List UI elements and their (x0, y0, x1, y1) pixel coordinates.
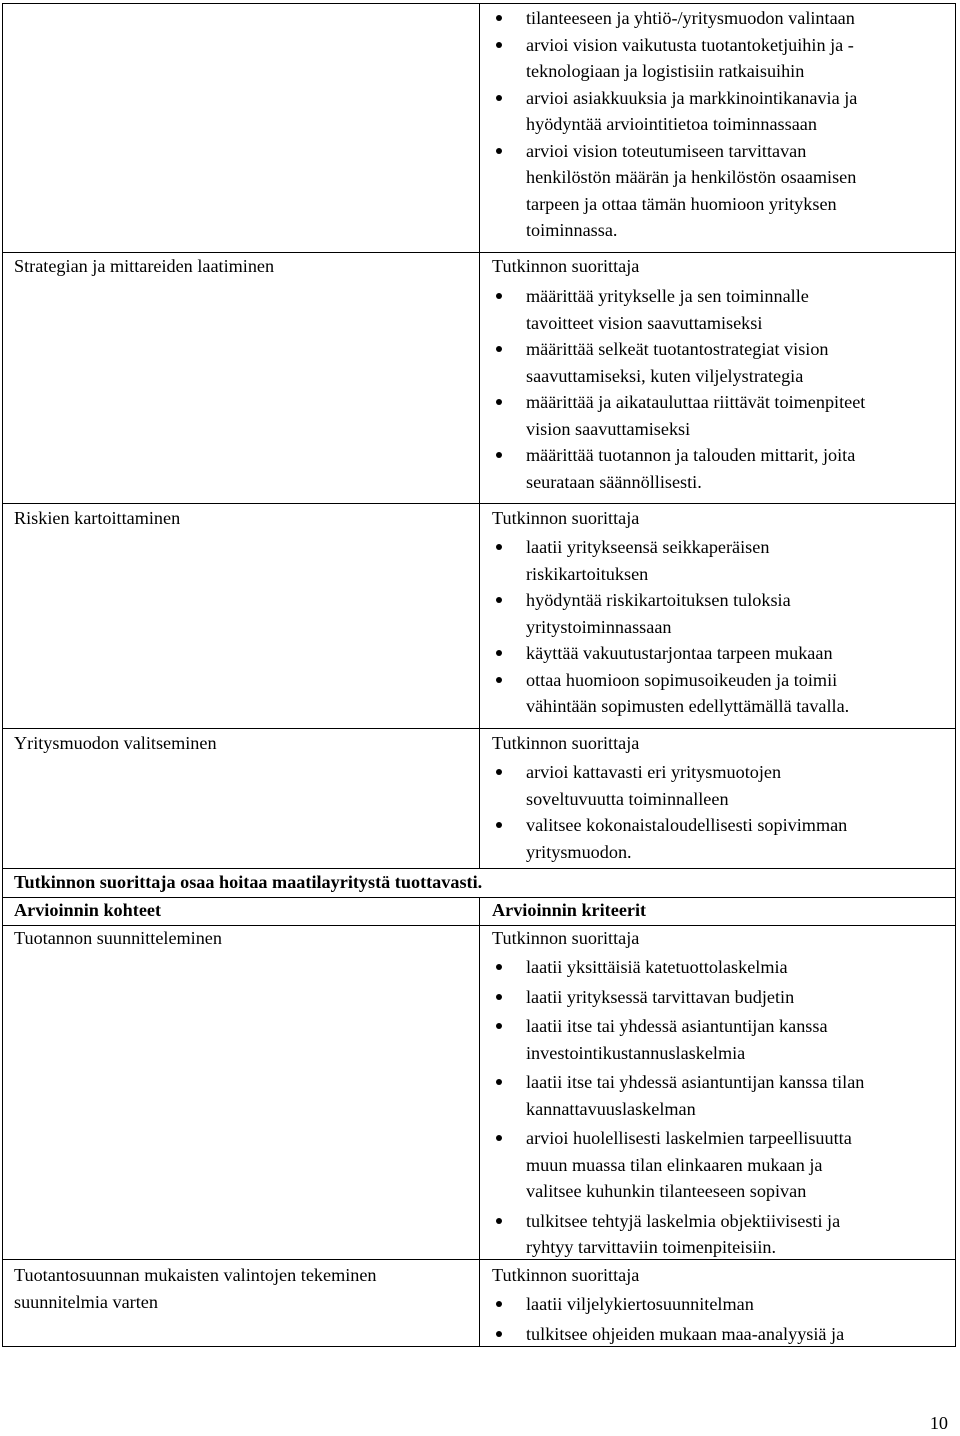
criteria-item: määrittää ja aikatauluttaa riittävät toimenpiteet vision saavuttamiseksi (492, 389, 865, 442)
criteria-item: laatii yrityksessä tarvittavan budjetin (492, 984, 864, 1011)
column-header-targets: Arvioinnin kohteet (14, 900, 162, 920)
assessment-target: Riskien kartoittaminen (14, 508, 181, 528)
criteria-table (2, 3, 956, 1347)
column-divider (479, 3, 480, 869)
criteria-item: laatii itse tai yhdessä asiantuntijan kanssa investointikustannuslaskelmia (492, 1013, 864, 1066)
criteria-item: määrittää selkeät tuotantostrategiat vision saavuttamiseksi, kuten viljelystrategia (492, 336, 865, 389)
criteria-item: valitsee kokonaistaloudellisesti sopivimman yritysmuodon. (492, 812, 847, 865)
criteria-intro: Tutkinnon suorittaja (492, 508, 640, 528)
criteria-item: arvioi vision vaikutusta tuotantoketjuihin ja - teknologiaan ja logistisiin ratkaisuihin (492, 32, 857, 85)
criteria-intro: Tutkinnon suorittaja (492, 928, 640, 948)
criteria-item: tulkitsee ohjeiden mukaan maa-analyysiä ja (492, 1321, 844, 1348)
criteria-item: arvioi huolellisesti laskelmien tarpeellisuutta muun muassa tilan elinkaaren mukaan ja valitsee kuhunkin tilanteeseen sopivan (492, 1125, 864, 1205)
page-number: 10 (929, 1413, 948, 1433)
assessment-target: Tuotantosuunnan mukaisten valintojen tekeminen suunnitelmia varten (14, 1265, 377, 1312)
column-divider (479, 897, 480, 1347)
criteria-item: laatii yritykseensä seikkaperäisen riskikartoituksen (492, 534, 849, 587)
criteria-item: hyödyntää riskikartoituksen tuloksia yritystoiminnassaan (492, 587, 849, 640)
criteria-list (492, 759, 847, 865)
criteria-list (492, 534, 849, 720)
criteria-list (492, 1291, 844, 1347)
criteria-intro: Tutkinnon suorittaja (492, 733, 640, 753)
criteria-item: määrittää tuotannon ja talouden mittarit, joita seurataan säännöllisesti. (492, 442, 865, 495)
assessment-target: Strategian ja mittareiden laatiminen (14, 256, 275, 276)
criteria-item: laatii viljelykiertosuunnitelman (492, 1291, 844, 1318)
table-border-right (955, 3, 956, 1347)
assessment-target: Tuotannon suunnitteleminen (14, 928, 222, 948)
criteria-list (492, 954, 864, 1261)
criteria-item: arvioi vision toteutumiseen tarvittavan henkilöstön määrän ja henkilöstön osaamisen tarpeen ja ottaa tämän huomioon yrityksen toiminnassa. (492, 138, 857, 244)
criteria-item: laatii yksittäisiä katetuottolaskelmia (492, 954, 864, 981)
section-heading: Tutkinnon suorittaja osaa hoitaa maatilayritystä tuottavasti. (14, 872, 483, 892)
table-border-left (2, 3, 3, 1347)
criteria-list (492, 283, 865, 495)
assessment-target: Yritysmuodon valitseminen (14, 733, 217, 753)
criteria-intro: Tutkinnon suorittaja (492, 1265, 640, 1285)
criteria-item: laatii itse tai yhdessä asiantuntijan kanssa tilan kannattavuuslaskelman (492, 1069, 864, 1122)
criteria-item: arvioi asiakkuuksia ja markkinointikanavia ja hyödyntää arviointitietoa toiminnassaan (492, 85, 857, 138)
criteria-item: tilanteeseen ja yhtiö-/yritysmuodon valintaan (492, 5, 857, 32)
criteria-item: käyttää vakuutustarjontaa tarpeen mukaan (492, 640, 849, 667)
row-continued-criteria (492, 5, 857, 244)
criteria-item: ottaa huomioon sopimusoikeuden ja toimii vähintään sopimusten edellyttämällä tavalla. (492, 667, 849, 720)
criteria-item: määrittää yritykselle ja sen toiminnalle tavoitteet vision saavuttamiseksi (492, 283, 865, 336)
criteria-item: arvioi kattavasti eri yritysmuotojen soveltuvuutta toiminnalleen (492, 759, 847, 812)
column-header-criteria: Arvioinnin kriteerit (492, 900, 647, 920)
criteria-item: tulkitsee tehtyjä laskelmia objektiivisesti ja ryhtyy tarvittaviin toimenpiteisiin. (492, 1208, 864, 1261)
criteria-intro: Tutkinnon suorittaja (492, 256, 640, 276)
